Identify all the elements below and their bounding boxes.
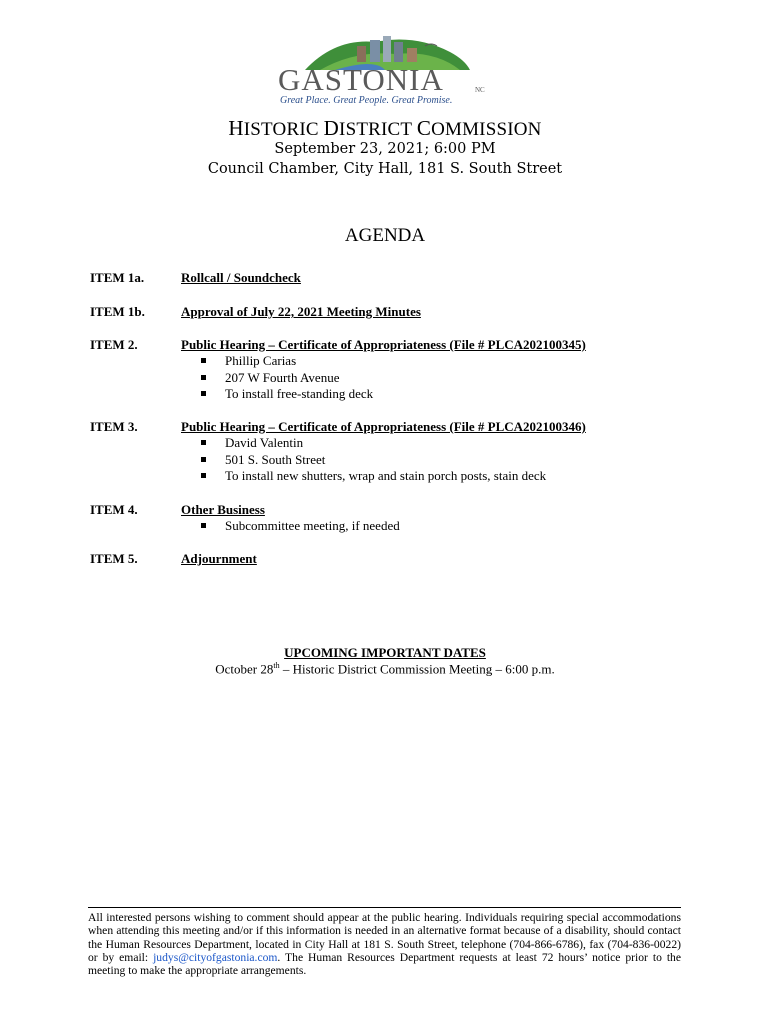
item-heading: Other Business (181, 502, 265, 517)
list-item: Subcommittee meeting, if needed (201, 518, 400, 535)
item-number: ITEM 5. (90, 551, 138, 566)
item-heading: Public Hearing – Certificate of Appropriateness (File # PLCA202100346) (181, 419, 586, 434)
agenda-heading: AGENDA (344, 225, 426, 246)
item-number: ITEM 3. (90, 419, 138, 434)
meeting-date: September 23, 2021; 6:00 PM (274, 141, 496, 157)
item-heading: Public Hearing – Certificate of Appropriateness (File # PLCA202100345) (181, 337, 586, 352)
page-title: HISTORIC DISTRICT COMMISSION (228, 116, 542, 140)
list-item: Phillip Carias (201, 353, 373, 370)
list-item: To install free-standing deck (201, 386, 373, 403)
city-skyline-icon (275, 30, 500, 110)
logo-state: NC (475, 86, 485, 94)
item-number: ITEM 4. (90, 502, 138, 517)
item-number: ITEM 1a. (90, 270, 145, 285)
logo-wordmark: GASTONIA (278, 62, 444, 97)
item-number: ITEM 2. (90, 337, 138, 352)
logo-tagline: Great Place. Great People. Great Promise. (280, 95, 453, 106)
item-details (201, 518, 400, 535)
upcoming-heading: UPCOMING IMPORTANT DATES (284, 645, 486, 660)
notice-text-end: . The Human Resources Department requests at least 72 hours’ notice prior to the meeting to make the appropriate arrangements. (88, 950, 681, 978)
gastonia-logo (275, 30, 500, 110)
upcoming-dates (0, 645, 770, 677)
meeting-location: Council Chamber, City Hall, 181 S. South Street (207, 161, 563, 177)
upcoming-date-line (0, 661, 770, 677)
item-heading: Adjournment (181, 551, 257, 566)
list-item: 207 W Fourth Avenue (201, 370, 373, 387)
list-item: To install new shutters, wrap and stain porch posts, stain deck (201, 468, 546, 485)
list-item: David Valentin (201, 435, 546, 452)
list-item: 501 S. South Street (201, 452, 546, 469)
upcoming-date-rest: – Historic District Commission Meeting – 6:00 p.m. (279, 661, 555, 677)
notice-text: All interested persons wishing to comment should appear at the public hearing. Individuals requiring special accommodations when attending this meeting and/or if this information is needed in an alternative format because of a disability, should contact the Human Resources Department, located in City Hall at 181 S. South Street, telephone (704-866-6786), fax (704-836-0022) or by email: (88, 911, 681, 964)
item-details (201, 353, 373, 403)
upcoming-date-suffix: th (273, 661, 280, 670)
item-details (201, 435, 546, 485)
accommodations-notice (88, 907, 681, 977)
item-heading: Rollcall / Soundcheck (181, 270, 301, 285)
email-link[interactable]: judys@cityofgastonia.com (153, 950, 278, 964)
item-number: ITEM 1b. (90, 304, 145, 319)
upcoming-date-prefix: October 28 (215, 661, 274, 677)
item-heading: Approval of July 22, 2021 Meeting Minutes (181, 304, 421, 319)
